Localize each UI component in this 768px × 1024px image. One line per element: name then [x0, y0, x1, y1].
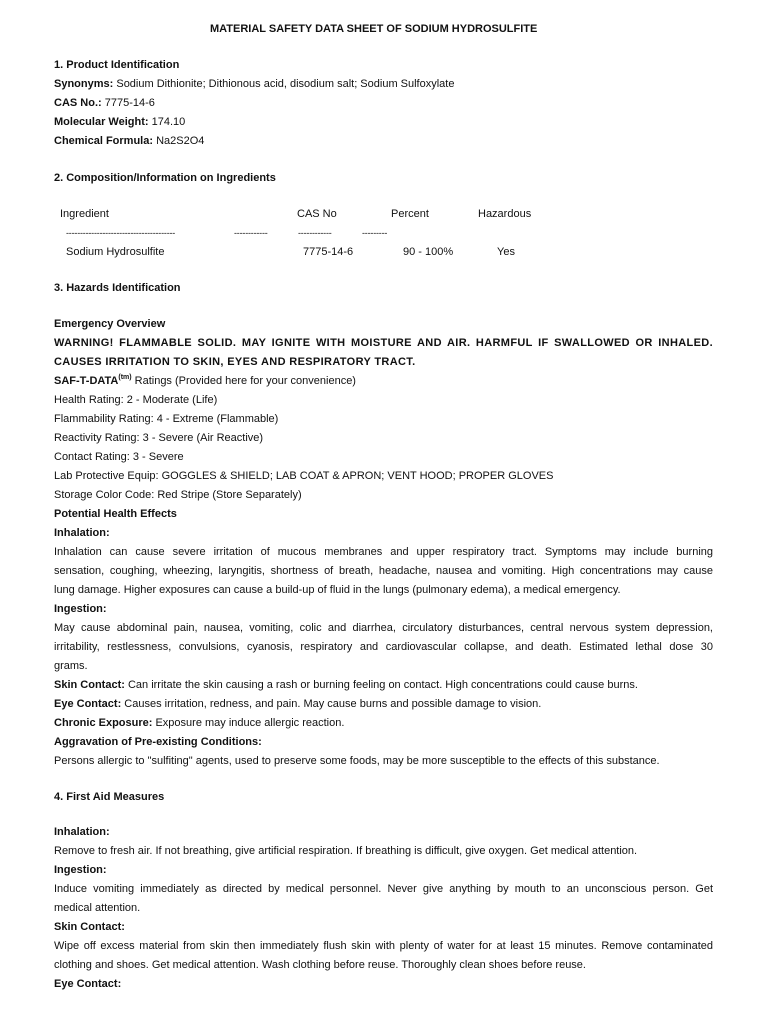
- section-4-heading: 4. First Aid Measures: [54, 791, 165, 803]
- saf-t-data-line: [54, 374, 356, 390]
- chemical-formula-field: [54, 134, 204, 148]
- field-value: Na2S2O4: [153, 135, 205, 147]
- paragraph-line: medical attention.: [54, 902, 141, 914]
- chronic-exposure-text: Exposure may induce allergic reaction.: [152, 717, 345, 729]
- skin-contact-text: Can irritate the skin causing a rash or burning feeling on contact. High concentrations could cause burns.: [124, 679, 638, 691]
- emergency-overview-heading: Emergency Overview: [54, 318, 166, 330]
- potential-health-effects-heading: Potential Health Effects: [54, 508, 177, 520]
- field-label: Molecular Weight:: [54, 116, 149, 128]
- lab-protective-equip: Lab Protective Equip: GOGGLES & SHIELD; LAB COAT & APRON; VENT HOOD; PROPER GLOVES: [54, 470, 554, 482]
- cas-field: [54, 96, 155, 110]
- table-cell: Sodium Hydrosulfite: [66, 246, 165, 258]
- ingestion-heading: Ingestion:: [54, 603, 107, 615]
- table-divider: ---------: [362, 228, 388, 238]
- synonyms-field: [54, 77, 454, 91]
- skin-contact-label: Skin Contact:: [54, 679, 125, 691]
- table-header-hazardous: Hazardous: [478, 208, 532, 220]
- table-cell: 7775-14-6: [303, 246, 354, 258]
- saf-t-data-text: Ratings (Provided here for your convenience): [131, 375, 356, 387]
- first-aid-inhalation-text: Remove to fresh air. If not breathing, give artificial respiration. If breathing is difficult, give oxygen. Get medical attention.: [54, 845, 638, 857]
- paragraph-line: sensation, coughing, wheezing, laryngitis, shortness of breath, headache, nausea and vomiting. High concentrations may cause: [54, 565, 713, 577]
- field-label: Synonyms:: [54, 78, 114, 90]
- table-divider: ------------: [298, 228, 332, 238]
- aggravation-text: Persons allergic to "sulfiting" agents, used to preserve some foods, may be more susceptible to the effects of this substance.: [54, 755, 660, 767]
- paragraph-line: Wipe off excess material from skin then immediately flush skin with plenty of water for at least 15 minutes. Remove contaminated: [54, 940, 713, 952]
- paragraph-line: clothing and shoes. Get medical attention. Wash clothing before reuse. Thoroughly clean shoes before reuse.: [54, 959, 586, 971]
- table-divider: ------------: [234, 228, 268, 238]
- trademark-sup: (tm): [118, 374, 132, 381]
- section-3-heading: 3. Hazards Identification: [54, 282, 181, 294]
- field-value: 7775-14-6: [101, 97, 155, 109]
- warning-text: CAUSES IRRITATION TO SKIN, EYES AND RESPIRATORY TRACT.: [54, 356, 416, 368]
- section-2-heading: 2. Composition/Information on Ingredients: [54, 172, 276, 184]
- table-header-percent: Percent: [391, 208, 429, 220]
- chronic-exposure-line: [54, 716, 344, 730]
- storage-color-code: Storage Color Code: Red Stripe (Store Separately): [54, 489, 302, 501]
- first-aid-skin-heading: Skin Contact:: [54, 921, 125, 933]
- paragraph-line: grams.: [54, 660, 88, 672]
- skin-contact-line: [54, 678, 638, 692]
- table-cell: 90 - 100%: [403, 246, 454, 258]
- first-aid-ingestion-heading: Ingestion:: [54, 864, 107, 876]
- contact-rating: Contact Rating: 3 - Severe: [54, 451, 184, 463]
- table-cell: Yes: [497, 246, 515, 258]
- table-header-cas: CAS No: [297, 208, 337, 220]
- field-label: CAS No.:: [54, 97, 102, 109]
- chronic-exposure-label: Chronic Exposure:: [54, 717, 153, 729]
- reactivity-rating: Reactivity Rating: 3 - Severe (Air Reactive): [54, 432, 264, 444]
- paragraph-line: Inhalation can cause severe irritation of mucous membranes and upper respiratory tract. Symptoms may include burning: [54, 546, 713, 558]
- first-aid-eye-heading: Eye Contact:: [54, 978, 122, 990]
- field-label: Chemical Formula:: [54, 135, 154, 147]
- table-divider: ---------------------------------------: [66, 228, 176, 238]
- paragraph-line: lung damage. Higher exposures can cause a build-up of fluid in the lungs (pulmonary edema), a medical emergency.: [54, 584, 621, 596]
- field-value: Sodium Dithionite; Dithionous acid, disodium salt; Sodium Sulfoxylate: [113, 78, 455, 90]
- eye-contact-text: Causes irritation, redness, and pain. May cause burns and possible damage to vision.: [121, 698, 542, 710]
- document-title: MATERIAL SAFETY DATA SHEET OF SODIUM HYDROSULFITE: [210, 23, 538, 35]
- section-1-heading: 1. Product Identification: [54, 59, 180, 71]
- paragraph-line: Induce vomiting immediately as directed by medical personnel. Never give anything by mouth to an unconscious person. Get: [54, 883, 713, 895]
- warning-text: WARNING! FLAMMABLE SOLID. MAY IGNITE WITH MOISTURE AND AIR. HARMFUL IF SWALLOWED OR INHALED.: [54, 337, 713, 349]
- saf-t-data-label: SAF-T-DATA: [54, 375, 119, 387]
- health-rating: Health Rating: 2 - Moderate (Life): [54, 394, 218, 406]
- paragraph-line: irritability, restlessness, convulsions, cyanosis, respiratory and cardiovascular collapse, and death. Estimated lethal dose 30: [54, 641, 713, 653]
- eye-contact-line: [54, 697, 541, 711]
- eye-contact-label: Eye Contact:: [54, 698, 122, 710]
- molecular-weight-field: [54, 115, 185, 129]
- field-value: 174.10: [148, 116, 186, 128]
- flammability-rating: Flammability Rating: 4 - Extreme (Flammable): [54, 413, 279, 425]
- paragraph-line: May cause abdominal pain, nausea, vomiting, colic and diarrhea, circulatory disturbances, central nervous system depression,: [54, 622, 713, 634]
- first-aid-inhalation-heading: Inhalation:: [54, 826, 110, 838]
- inhalation-heading: Inhalation:: [54, 527, 110, 539]
- aggravation-heading: Aggravation of Pre-existing Conditions:: [54, 736, 262, 748]
- table-header-ingredient: Ingredient: [60, 208, 109, 220]
